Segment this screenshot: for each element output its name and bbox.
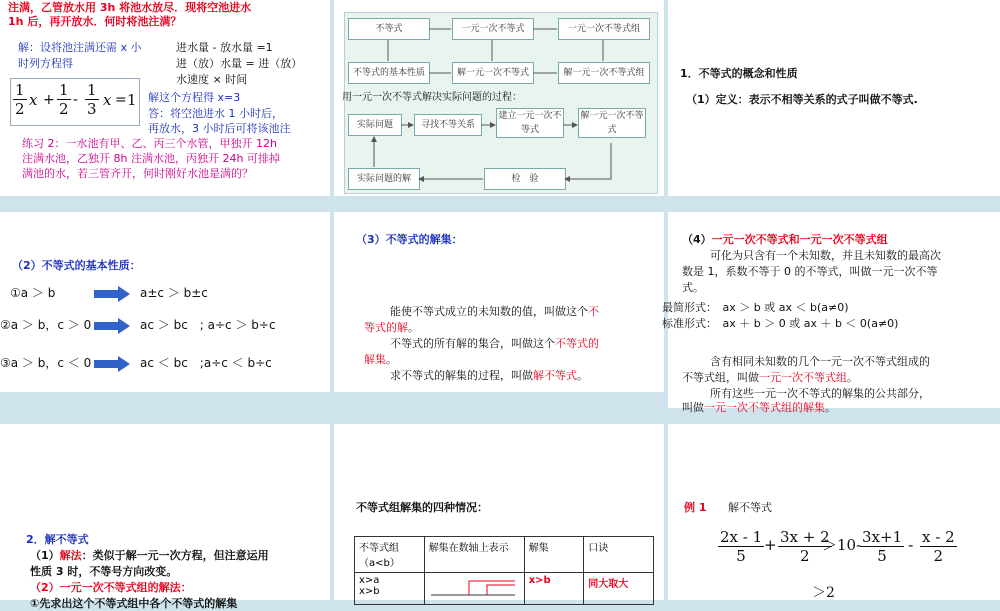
header-number-line: 解集在数轴上表示: [424, 537, 524, 573]
exercise-line-3: 满池的水，若三管齐开，何时刚好水池是满的？: [22, 167, 253, 180]
eq-minus-sign: -: [908, 536, 914, 554]
system-set-line-1: 所有这些一元一次不等式的解集的公共部分，: [710, 387, 930, 400]
rule-3-arrow-icon: [94, 356, 130, 372]
eq-rhs: 1: [127, 91, 137, 109]
box-inequality-system: 一元一次不等式组: [558, 18, 650, 40]
eq-frac-d: $\frac{x - 2}{2}$: [922, 528, 955, 565]
method-line-2: 性质 3 时，不等号方向改变。: [30, 565, 178, 578]
box-linear-inequality: 一元一次不等式: [452, 18, 534, 40]
eq-frac-b: $\frac{3x + 2}{2}$: [780, 528, 830, 565]
system-def-line-1: 含有相同未知数的几个一元一次不等式组成的: [710, 355, 930, 368]
flow-build-inequality: 建立一元一次不等式: [496, 108, 564, 138]
rule-2-result: ac ＞ bc ; a÷c ＞ b÷c: [140, 318, 276, 332]
row-1-system-line-2: x>b: [359, 586, 380, 597]
fraction-1-numerator: 1: [15, 81, 25, 99]
exercise-line-2: 注满水池，乙独开 8h 注满水池，丙独开 24h 可排掉: [22, 152, 280, 165]
slide-4[interactable]: [0, 212, 330, 392]
rule-1-condition: ①a ＞ b: [10, 286, 56, 300]
solve-note: 解这个方程得 x=3: [148, 91, 241, 104]
eq-x-2: x: [103, 91, 112, 109]
answer-line-2: 再放水，3 小时后可将该池注: [148, 122, 291, 135]
fraction-1-denominator: 2: [15, 100, 25, 118]
box-solve-linear: 解一元一次不等式: [452, 62, 534, 84]
row-1-system-line-1: x>a: [359, 575, 380, 586]
number-line-diagram: [429, 575, 517, 599]
header-rule: 口诀: [584, 537, 654, 573]
row-1-rule: 同大取大: [584, 573, 654, 605]
answer-line-1: 答：将空池进水 1 小时后，: [148, 107, 283, 120]
rule-1-arrow-icon: [94, 286, 130, 302]
linear-def-line-3: 式。: [682, 281, 704, 294]
properties-heading: （2）不等式的基本性质：: [12, 259, 141, 272]
rule-1-result: a±c ＞ b±c: [140, 286, 208, 300]
solution-label-1: 解：设将池注满还需 x 小: [18, 41, 142, 54]
problem-line-2: 1h 后，再开放水．何时将池注满？: [8, 15, 182, 28]
linear-def-line-2: 数是 1，系数不等于 0 的不等式，叫做一元一次不等: [682, 265, 938, 278]
example-label: 例 1: [684, 501, 707, 514]
para-2-line-2: 解集。: [364, 353, 397, 366]
slide-2[interactable]: [334, 0, 664, 196]
header-system: 不等式组（a<b）: [355, 537, 425, 573]
problem-line-1: 注满，乙管放水用 3h 将池水放尽．现将空池进水: [8, 1, 252, 14]
cases-table: [354, 536, 654, 605]
flow-real-problem: 实际问题: [348, 114, 402, 136]
row-1-solution: x>b: [524, 573, 584, 605]
flow-connectors: [334, 0, 664, 196]
eq-minus: -: [73, 92, 79, 108]
example-task: 解不等式: [728, 501, 772, 514]
slide-8[interactable]: [334, 424, 664, 600]
process-title: 用一元一次不等式解决实际问题的过程：: [342, 92, 522, 103]
method-line-4: ①先求出这个不等式组中各个不等式的解集: [30, 597, 238, 610]
row-1-system: [355, 573, 425, 605]
system-def-line-2: 不等式组，叫做一元一次不等式组。: [682, 371, 858, 384]
slide-5[interactable]: [334, 212, 664, 392]
solution-set-heading: （3）不等式的解集：: [356, 233, 463, 246]
fraction-2-numerator: 1: [59, 81, 69, 99]
formula-note-2: 进（放）水量 = 进（放）: [176, 57, 303, 70]
box-solve-system: 解一元一次不等式组: [558, 62, 650, 84]
simple-form: 最简形式： ax ＞ b 或 ax ＜ b(a≠0): [662, 301, 849, 314]
eq-greater-than: ＞10-: [822, 536, 862, 554]
exercise-line-1: 练习 2：一水池有甲、乙、丙三个水管，甲独开 12h: [22, 137, 277, 150]
definition-text: （1）定义：表示不相等关系的式子叫做不等式.: [686, 93, 918, 106]
equation: [10, 78, 140, 126]
flow-real-solution: 实际问题的解: [348, 168, 420, 190]
fraction-2-denominator: 2: [59, 100, 69, 118]
para-1-line-1: 能使不等式成立的未知数的值，叫做这个不: [390, 305, 599, 318]
eq-plus: +: [43, 92, 55, 108]
slide-1[interactable]: [0, 0, 330, 196]
slide-9[interactable]: [668, 424, 1000, 600]
row-1-number-line: [424, 573, 524, 605]
eq-x-1: x: [29, 91, 38, 109]
box-basic-properties: 不等式的基本性质: [348, 62, 430, 84]
rule-2-arrow-icon: [94, 318, 130, 334]
eq-frac-c: $\frac{3x+1}{5}$: [862, 528, 903, 565]
header-solution: 解集: [524, 537, 584, 573]
section-heading-1: 1．不等式的概念和性质: [680, 67, 798, 80]
fraction-3-denominator: 3: [87, 100, 97, 118]
partial-step: ＞2: [812, 585, 835, 601]
rule-3-condition: ③a ＞ b，c ＜ 0: [0, 356, 92, 370]
system-set-line-2: 叫做一元一次不等式组的解集。: [682, 401, 836, 414]
four-cases-heading: 不等式组解集的四种情况：: [356, 501, 488, 514]
solve-heading: 2．解不等式: [26, 533, 89, 546]
rule-3-result: ac ＜ bc ;a÷c ＜ b÷c: [140, 356, 272, 370]
linear-def-line-1: 可化为只含有一个未知数，并且未知数的最高次: [710, 249, 941, 262]
flow-find-relation: 寻找不等关系: [414, 114, 482, 136]
slide-6[interactable]: [662, 212, 1000, 414]
slide-3[interactable]: [668, 0, 1000, 196]
fraction-3-numerator: 1: [87, 81, 97, 99]
para-3: 求不等式的解集的过程，叫做解不等式。: [390, 369, 588, 382]
formula-note-1: 进水量 - 放水量 =1: [176, 41, 273, 54]
eq-frac-a: $\frac{2x - 1}{5}$: [720, 528, 763, 565]
rule-2-condition: ②a ＞ b，c ＞ 0: [0, 318, 92, 332]
para-2-line-1: 不等式的所有解的集合，叫做这个不等式的: [390, 337, 599, 350]
slide-7[interactable]: [0, 424, 330, 610]
method-line-1: （1）解法：类似于解一元一次方程，但注意运用: [30, 549, 269, 562]
box-inequality: 不等式: [348, 18, 430, 40]
formula-note-3: 水速度 × 时间: [176, 73, 248, 86]
para-1-line-2: 等式的解。: [364, 321, 419, 334]
linear-heading: （4）一元一次不等式和一元一次不等式组: [682, 233, 888, 246]
solution-label-2: 时列方程得: [18, 57, 73, 70]
method-line-3: （2）一元一次不等式组的解法：: [30, 581, 192, 594]
flow-check: 检 验: [484, 168, 566, 190]
standard-form: 标准形式： ax ＋ b ＞ 0 或 ax ＋ b ＜ 0(a≠0): [662, 317, 899, 330]
flow-solve-inequality: 解一元一次不等式: [578, 108, 646, 138]
eq-equals: =: [115, 92, 127, 108]
eq-plus-sign: +: [764, 536, 777, 554]
